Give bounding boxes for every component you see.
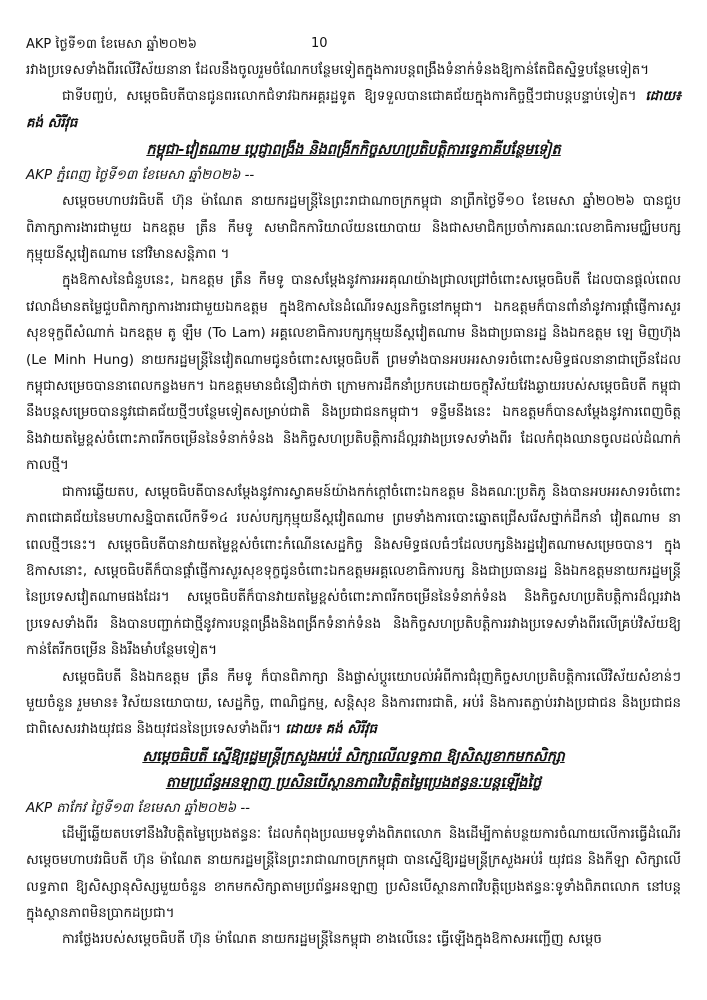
article-paragraph: ជាការឆ្លើយតប, សម្តេចធិបតីបានសម្តែងនូវការស្វាគមន៍យ៉ាងកក់ក្តៅចំពោះឯកឧត្តម និងគណៈប្រតិភូ និងបានអបអរសាទរចំពោះភាពជោគជ័យនៃមហាសន្និបាតលើកទី១៤ របស់បក្សកុម្មុយនីស្តវៀតណាម ព្រមទាំងការបោះឆ្នោតជ្រើសរើសថ្នាក់ដឹកនាំ វៀតណាម នាពេលថ្មីៗនេះ។ សម្តេចធិបតីបានវាយតម្លៃខ្ពស់ចំពោះកំណើនសេដ្ឋកិច្ច និងសមិទ្ធផលធំៗដែលបក្សនិងរដ្ឋវៀតណាមសម្រេចបាន។ ក្នុងឱកាសនោះ, សម្តេចធិបតីក៏បានផ្តាំផ្ញើការសួរសុខទុក្ខជូនចំពោះឯកឧត្តមអគ្គលេខាធិការបក្ស និងជាប្រធានរដ្ឋ និងឯកឧត្តមនាយករដ្ឋមន្ត្រីនៃប្រទេសវៀតណាមផងដែរ។ សម្តេចធិបតីក៏បានវាយតម្លៃខ្ពស់ចំពោះភាពរីកចម្រើននៃទំនាក់ទំនង និងកិច្ចសហប្រតិបត្តិការដ៏ល្អរវាងប្រទេសទាំងពីរ និងបានបញ្ជាក់ជាថ្មីនូវការបន្តពង្រឹងនិងពង្រីកទំនាក់ទំនង និងកិច្ចសហប្រតិបត្តិការរវាងប្រទេសទាំងពីរលើគ្រប់វិស័យឱ្យកាន់តែរីកចម្រើន និងរឹងមាំបន្ថែមទៀត។	[26, 484, 681, 659]
byline: ដោយ៖ គង់ សិរីវុធ	[285, 722, 378, 738]
continued-paragraph: រវាងប្រទេសទាំងពីរលើវិស័យនានា ដែលនឹងចូលរួមចំណែកបន្ថែមទៀតក្នុងការបន្តពង្រឹងទំនាក់ទំនងឱ្យកាន់តែជិតស្និទ្ធបន្ថែមទៀត។	[26, 63, 650, 78]
byline: ដោយ៖ គង់ សិរីវុធ	[26, 89, 681, 131]
closing-paragraph: ជាទីបញ្ចប់, សម្តេចធិបតីបានជូនពរលោកជំទាវឯកអគ្គរដ្ឋទូត ឱ្យទទួលបានជោគជ័យក្នុងការកិច្ចថ្មីៗជាបន្តបន្ទាប់ទៀត។ ដោយ៖ គង់ សិរីវុធ	[26, 89, 681, 131]
page-header	[26, 36, 681, 58]
article-headline: តាមប្រព័ន្ធអនឡាញ ប្រសិនបើស្ថានភាពវិបត្តិតម្លៃប្រេងឥន្ធនៈបន្តឡើងថ្លៃ	[165, 774, 542, 791]
page-number: 10	[311, 36, 328, 51]
article-paragraph: សម្តេចមហាបវរធិបតី ហ៊ុន ម៉ាណែត នាយករដ្ឋមន្ត្រីនៃព្រះរាជាណាចក្រកម្ពុជា នាព្រឹកថ្ងៃទី១០ ខែមេសា ឆ្នាំ២០២៦ បានជួបពិភាក្សាការងារជាមួយ ឯកឧត្តម ត្រឹន កឹមទូ សមាជិកការិយាល័យនយោបាយ និងជាសមាជិកប្រចាំការគណៈលេខាធិការមជ្ឈិមបក្សកុម្មុយនីស្តវៀតណាម នៅវិមានសន្តិភាព ។	[26, 194, 681, 263]
article-headline: កម្ពុជា-វៀតណាម ប្តេជ្ញាពង្រឹង និងពង្រីកកិច្ចសហប្រតិបត្តិការទ្វេភាគីបន្ថែមទៀត	[146, 142, 561, 159]
article-paragraph: ក្នុងឱកាសនៃជំនួបនេះ, ឯកឧត្តម ត្រឹន កឹមទូ បានសម្តែងនូវការអរគុណយ៉ាងជ្រាលជ្រៅចំពោះសម្តេចធិបតី ដែលបានផ្តល់ពេលវេលាដ៏មានតម្លៃជួបពិភាក្សាការងារជាមួយឯកឧត្តម ក្នុងឱកាសនៃដំណើរទស្សនកិច្ចនៅកម្ពុជា។ ឯកឧត្តមក៏បានពាំនាំនូវការផ្តាំផ្ញើការសួរសុខទុក្ខពីសំណាក់ ឯកឧត្តម តូ ឡឹម (To Lam) អគ្គលេខាធិការបក្សកុម្មុយនីស្តវៀតណាម និងជាប្រធានរដ្ឋ និងឯកឧត្តម ឡេ មិញហ៊ុង (Le Minh Hung) នាយករដ្ឋមន្ត្រីនៃវៀតណាមជូនចំពោះសម្តេចធិបតី ព្រមទាំងបានអបអរសាទរចំពោះសមិទ្ធផលនានាជាច្រើនដែលកម្ពុជាសម្រេចបាននាពេលកន្លងមក។ ឯកឧត្តមមានជំនឿជាក់ថា ក្រោមការដឹកនាំប្រកបដោយចក្ខុវិស័យវែងឆ្ងាយរបស់សម្តេចធិបតី កម្ពុជានឹងបន្តសម្រេចបាននូវជោគជ័យថ្មីៗបន្ថែមទៀតសម្រាប់ជាតិ និងប្រជាជនកម្ពុជា។ ទន្ទឹមនឹងនេះ ឯកឧត្តមក៏បានសម្តែងនូវការពេញចិត្ត និងវាយតម្លៃខ្ពស់ចំពោះភាពរីកចម្រើននៃទំនាក់ទំនង និងកិច្ចសហប្រតិបត្តិការដ៏ល្អរវាងប្រទេសទាំងពីរ ដែលកំពុងឈានចូលដល់ដំណាក់កាលថ្មី។	[26, 273, 681, 474]
article-paragraph: ការថ្លែងរបស់សម្តេចធិបតី ហ៊ុន ម៉ាណែត នាយករដ្ឋមន្ត្រីនៃកម្ពុជា ខាងលើនេះ ធ្វើឡើងក្នុងឱកាសអញ្ជើញ សម្តេច	[62, 932, 602, 948]
article-headline: សម្តេចធិបតី ស្នើឱ្យរដ្ឋមន្ត្រីក្រសួងអប់រំ សិក្សាលើលទ្ធភាព ឱ្យសិស្សខាកមកសិក្សា	[142, 748, 565, 765]
article-dateline: AKP ភ្នំពេញ ថ្ងៃទី១៣ ខែមេសា ឆ្នាំ២០២៦ --	[26, 168, 255, 184]
article-dateline: AKP តាកែវ ថ្ងៃទី១៣ ខែមេសា ឆ្នាំ២០២៦ --	[26, 800, 251, 816]
article-paragraph: សម្តេចធិបតី និងឯកឧត្តម ត្រឹន កឹមទូ ក៏បានពិភាក្សា និងផ្លាស់ប្តូរយោបល់អំពីការជំរុញកិច្ចសហប្រតិបត្តិការលើវិស័យសំខាន់ៗមួយចំនួន រួមមាន៖ វិស័យនយោបាយ, សេដ្ឋកិច្ច, ពាណិជ្ជកម្ម, សន្តិសុខ និងការពារជាតិ, អប់រំ និងការតភ្ជាប់រវាងប្រជាជន និងប្រជាជន ជាពិសេសរវាងយុវជន និងយុវជននៃប្រទេសទាំងពីរ។ ដោយ៖ គង់ សិរីវុធ	[26, 669, 681, 738]
article-paragraph: ដើម្បីឆ្លើយតបទៅនឹងវិបត្តិតម្លៃប្រេងឥន្ធនៈ ដែលកំពុងប្រឈមទូទាំងពិភពលោក និងដើម្បីកាត់បន្ថយការចំណាយលើការធ្វើដំណើរ សម្តេចមហាបវរធិបតី ហ៊ុន ម៉ាណែត នាយករដ្ឋមន្ត្រីនៃព្រះរាជាណាចក្រកម្ពុជា បានស្នើឱ្យរដ្ឋមន្ត្រីក្រសួងអប់រំ យុវជន និងកីឡា សិក្សាលើលទ្ធភាព ឱ្យសិស្សានុសិស្សមួយចំនួន ខាកមកសិក្សាតាមប្រព័ន្ធអនឡាញ ប្រសិនបើស្ថានភាពវិបត្តិប្រេងឥន្ធនៈទូទាំងពិភពលោក នៅបន្តក្នុងស្ថានភាពមិនប្រាកដប្រជា។	[26, 826, 681, 921]
header-date: AKP ថ្ងៃទី១៣ ខែមេសា ឆ្នាំ២០២៦	[26, 37, 197, 52]
